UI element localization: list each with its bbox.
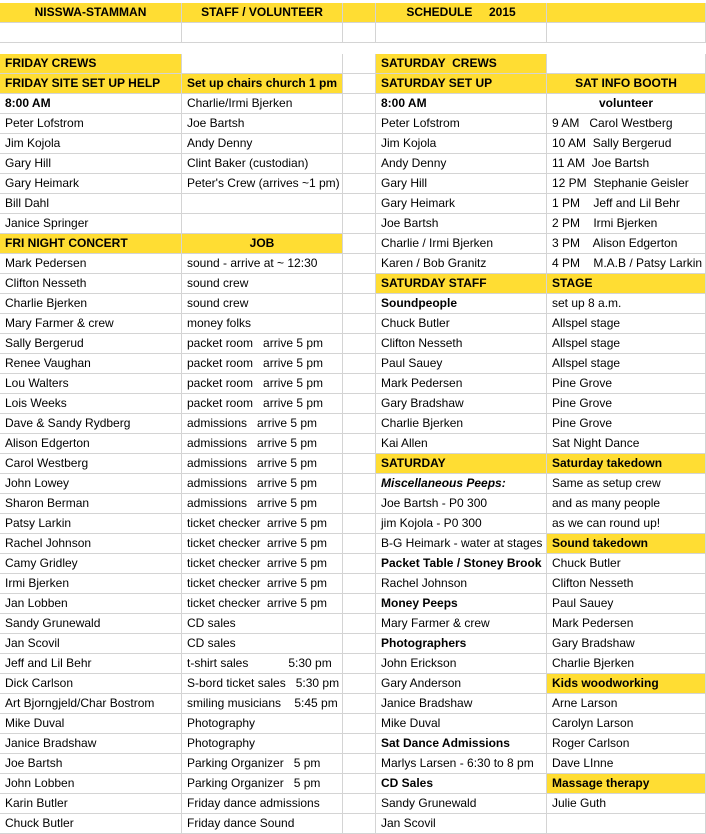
cell-friday-detail[interactable]: money folks xyxy=(182,314,343,334)
cell-friday-name[interactable]: Patsy Larkin xyxy=(0,514,182,534)
cell-saturday-detail[interactable]: Allspel stage xyxy=(547,334,706,354)
cell-saturday-detail[interactable]: Julie Guth xyxy=(547,794,706,814)
cell-spacer[interactable] xyxy=(343,634,376,654)
title-org[interactable]: NISSWA-STAMMAN xyxy=(0,3,182,23)
title-empty[interactable] xyxy=(547,3,706,23)
cell-saturday-detail[interactable]: Clifton Nesseth xyxy=(547,574,706,594)
cell-saturday-detail[interactable]: Arne Larson xyxy=(547,694,706,714)
cell-spacer[interactable] xyxy=(343,234,376,254)
cell-saturday-name[interactable] xyxy=(376,23,547,43)
cell-saturday-detail[interactable]: as we can round up! xyxy=(547,514,706,534)
cell-saturday-detail[interactable]: Gary Bradshaw xyxy=(547,634,706,654)
cell-friday-detail[interactable]: Charlie/Irmi Bjerken xyxy=(182,94,343,114)
cell-friday-detail[interactable]: sound crew xyxy=(182,274,343,294)
cell-saturday-detail[interactable]: Pine Grove xyxy=(547,414,706,434)
cell-saturday-name[interactable]: Miscellaneous Peeps: xyxy=(376,474,547,494)
cell-friday-name[interactable]: Lou Walters xyxy=(0,374,182,394)
cell-saturday-detail[interactable]: Paul Sauey xyxy=(547,594,706,614)
cell-friday-detail[interactable]: Parking Organizer 5 pm xyxy=(182,774,343,794)
cell-spacer[interactable] xyxy=(343,214,376,234)
cell-spacer[interactable] xyxy=(343,814,376,834)
cell-spacer[interactable] xyxy=(343,54,376,74)
cell-saturday-detail[interactable]: Pine Grove xyxy=(547,374,706,394)
cell-friday-detail[interactable]: sound - arrive at ~ 12:30 xyxy=(182,254,343,274)
cell-saturday-detail[interactable]: 9 AM Carol Westberg xyxy=(547,114,706,134)
cell-spacer[interactable] xyxy=(343,674,376,694)
cell-saturday-detail[interactable]: Dave LInne xyxy=(547,754,706,774)
cell-saturday-detail[interactable]: 4 PM M.A.B / Patsy Larkin xyxy=(547,254,706,274)
title-staff[interactable]: STAFF / VOLUNTEER xyxy=(182,3,343,23)
cell-spacer[interactable] xyxy=(343,23,376,43)
cell-saturday-detail[interactable]: STAGE xyxy=(547,274,706,294)
cell-saturday-name[interactable]: Jan Scovil xyxy=(376,814,547,834)
cell-saturday-name[interactable]: Jim Kojola xyxy=(376,134,547,154)
cell-friday-detail[interactable]: packet room arrive 5 pm xyxy=(182,394,343,414)
cell-friday-detail[interactable]: CD sales xyxy=(182,614,343,634)
cell-friday-detail[interactable]: admissions arrive 5 pm xyxy=(182,454,343,474)
cell-saturday-name[interactable]: Clifton Nesseth xyxy=(376,334,547,354)
cell-friday-name[interactable]: FRIDAY SITE SET UP HELP xyxy=(0,74,182,94)
cell-friday-name[interactable]: Renee Vaughan xyxy=(0,354,182,374)
cell-saturday-name[interactable]: Paul Sauey xyxy=(376,354,547,374)
cell-friday-detail[interactable]: ticket checker arrive 5 pm xyxy=(182,534,343,554)
cell-friday-name[interactable]: Janice Bradshaw xyxy=(0,734,182,754)
cell-friday-name[interactable]: Camy Gridley xyxy=(0,554,182,574)
cell-friday-name[interactable]: Lois Weeks xyxy=(0,394,182,414)
cell-spacer[interactable] xyxy=(343,534,376,554)
cell-friday-name[interactable]: Mike Duval xyxy=(0,714,182,734)
cell-spacer[interactable] xyxy=(343,734,376,754)
cell-saturday-name[interactable]: 8:00 AM xyxy=(376,94,547,114)
cell-saturday-detail[interactable]: Carolyn Larson xyxy=(547,714,706,734)
cell-friday-detail[interactable]: smiling musicians 5:45 pm xyxy=(182,694,343,714)
cell-friday-name[interactable]: Chuck Butler xyxy=(0,814,182,834)
cell-saturday-detail[interactable]: Saturday takedown xyxy=(547,454,706,474)
cell-saturday-name[interactable]: Mary Farmer & crew xyxy=(376,614,547,634)
cell-saturday-detail[interactable]: and as many people xyxy=(547,494,706,514)
cell-spacer[interactable] xyxy=(343,134,376,154)
cell-friday-name[interactable]: Jan Lobben xyxy=(0,594,182,614)
cell-friday-detail[interactable]: Clint Baker (custodian) xyxy=(182,154,343,174)
cell-saturday-name[interactable]: Charlie / Irmi Bjerken xyxy=(376,234,547,254)
cell-friday-detail[interactable]: admissions arrive 5 pm xyxy=(182,434,343,454)
cell-saturday-name[interactable]: Charlie Bjerken xyxy=(376,414,547,434)
cell-saturday-name[interactable]: Mark Pedersen xyxy=(376,374,547,394)
cell-saturday-name[interactable]: jim Kojola - P0 300 xyxy=(376,514,547,534)
cell-friday-name[interactable]: Jeff and Lil Behr xyxy=(0,654,182,674)
cell-friday-detail[interactable]: Andy Denny xyxy=(182,134,343,154)
cell-friday-detail[interactable] xyxy=(182,214,343,234)
cell-saturday-name[interactable]: John Erickson xyxy=(376,654,547,674)
cell-friday-detail[interactable]: packet room arrive 5 pm xyxy=(182,354,343,374)
cell-spacer[interactable] xyxy=(343,694,376,714)
cell-friday-detail[interactable]: Photography xyxy=(182,714,343,734)
cell-spacer[interactable] xyxy=(343,114,376,134)
title-schedule[interactable]: SCHEDULE 2015 xyxy=(376,3,547,23)
cell-saturday-name[interactable]: SATURDAY SET UP xyxy=(376,74,547,94)
cell-saturday-detail[interactable]: Pine Grove xyxy=(547,394,706,414)
cell-friday-detail[interactable]: Peter's Crew (arrives ~1 pm) xyxy=(182,174,343,194)
cell-saturday-name[interactable]: Soundpeople xyxy=(376,294,547,314)
cell-friday-detail[interactable]: Friday dance admissions xyxy=(182,794,343,814)
cell-friday-name[interactable]: Gary Heimark xyxy=(0,174,182,194)
cell-friday-name[interactable]: Janice Springer xyxy=(0,214,182,234)
cell-spacer[interactable] xyxy=(343,374,376,394)
cell-saturday-name[interactable]: Karen / Bob Granitz xyxy=(376,254,547,274)
cell-spacer[interactable] xyxy=(343,574,376,594)
cell-spacer[interactable] xyxy=(343,614,376,634)
cell-saturday-detail[interactable]: Kids woodworking xyxy=(547,674,706,694)
cell-saturday-name[interactable]: Joe Bartsh xyxy=(376,214,547,234)
cell-saturday-name[interactable]: SATURDAY STAFF xyxy=(376,274,547,294)
cell-friday-name[interactable]: Sandy Grunewald xyxy=(0,614,182,634)
cell-spacer[interactable] xyxy=(343,434,376,454)
cell-friday-detail[interactable]: ticket checker arrive 5 pm xyxy=(182,554,343,574)
cell-saturday-detail[interactable]: Allspel stage xyxy=(547,354,706,374)
cell-friday-detail[interactable]: S-bord ticket sales 5:30 pm xyxy=(182,674,343,694)
cell-friday-name[interactable]: FRIDAY CREWS xyxy=(0,54,182,74)
cell-friday-name[interactable]: 8:00 AM xyxy=(0,94,182,114)
cell-spacer[interactable] xyxy=(343,454,376,474)
cell-friday-name[interactable]: Mary Farmer & crew xyxy=(0,314,182,334)
cell-spacer[interactable] xyxy=(343,174,376,194)
cell-friday-name[interactable]: Alison Edgerton xyxy=(0,434,182,454)
cell-spacer[interactable] xyxy=(343,414,376,434)
cell-saturday-name[interactable]: Gary Hill xyxy=(376,174,547,194)
cell-saturday-name[interactable]: Mike Duval xyxy=(376,714,547,734)
cell-spacer[interactable] xyxy=(343,714,376,734)
cell-saturday-detail[interactable]: Mark Pedersen xyxy=(547,614,706,634)
cell-friday-name[interactable]: Karin Butler xyxy=(0,794,182,814)
cell-spacer[interactable] xyxy=(343,594,376,614)
cell-saturday-name[interactable]: Sat Dance Admissions xyxy=(376,734,547,754)
cell-saturday-detail[interactable]: volunteer xyxy=(547,94,706,114)
cell-friday-detail[interactable]: admissions arrive 5 pm xyxy=(182,494,343,514)
cell-saturday-detail[interactable]: 2 PM Irmi Bjerken xyxy=(547,214,706,234)
cell-saturday-name[interactable]: Chuck Butler xyxy=(376,314,547,334)
cell-friday-detail[interactable]: ticket checker arrive 5 pm xyxy=(182,594,343,614)
cell-spacer[interactable] xyxy=(343,774,376,794)
cell-saturday-name[interactable]: Kai Allen xyxy=(376,434,547,454)
cell-saturday-detail[interactable]: 3 PM Alison Edgerton xyxy=(547,234,706,254)
cell-friday-name[interactable]: John Lobben xyxy=(0,774,182,794)
cell-saturday-name[interactable]: Packet Table / Stoney Brook xyxy=(376,554,547,574)
cell-friday-detail[interactable] xyxy=(182,23,343,43)
cell-friday-detail[interactable]: Friday dance Sound xyxy=(182,814,343,834)
cell-saturday-detail[interactable]: SAT INFO BOOTH xyxy=(547,74,706,94)
cell-spacer[interactable] xyxy=(343,654,376,674)
cell-spacer[interactable] xyxy=(343,554,376,574)
cell-saturday-name[interactable]: Rachel Johnson xyxy=(376,574,547,594)
cell-spacer[interactable] xyxy=(343,474,376,494)
cell-friday-detail[interactable] xyxy=(182,194,343,214)
cell-saturday-detail[interactable]: Charlie Bjerken xyxy=(547,654,706,674)
title-gap[interactable] xyxy=(343,3,376,23)
cell-saturday-detail[interactable]: Sound takedown xyxy=(547,534,706,554)
cell-saturday-detail[interactable]: 12 PM Stephanie Geisler xyxy=(547,174,706,194)
cell-saturday-detail[interactable]: 10 AM Sally Bergerud xyxy=(547,134,706,154)
cell-friday-name[interactable]: Bill Dahl xyxy=(0,194,182,214)
cell-friday-name[interactable]: Mark Pedersen xyxy=(0,254,182,274)
cell-saturday-detail[interactable]: Roger Carlson xyxy=(547,734,706,754)
cell-friday-detail[interactable]: sound crew xyxy=(182,294,343,314)
cell-friday-name[interactable]: Carol Westberg xyxy=(0,454,182,474)
cell-saturday-name[interactable]: B-G Heimark - water at stages xyxy=(376,534,547,554)
cell-saturday-detail[interactable]: Massage therapy xyxy=(547,774,706,794)
cell-saturday-detail[interactable] xyxy=(547,814,706,834)
cell-friday-name[interactable]: Sally Bergerud xyxy=(0,334,182,354)
cell-saturday-name[interactable]: Gary Heimark xyxy=(376,194,547,214)
cell-saturday-detail[interactable]: Sat Night Dance xyxy=(547,434,706,454)
cell-saturday-detail[interactable] xyxy=(547,23,706,43)
cell-spacer[interactable] xyxy=(343,754,376,774)
cell-saturday-name[interactable]: SATURDAY CREWS xyxy=(376,54,547,74)
cell-spacer[interactable] xyxy=(343,94,376,114)
cell-friday-detail[interactable]: CD sales xyxy=(182,634,343,654)
cell-saturday-detail[interactable]: Allspel stage xyxy=(547,314,706,334)
cell-friday-name[interactable]: FRI NIGHT CONCERT xyxy=(0,234,182,254)
cell-friday-detail[interactable]: Set up chairs church 1 pm xyxy=(182,74,343,94)
cell-spacer[interactable] xyxy=(343,294,376,314)
cell-spacer[interactable] xyxy=(343,514,376,534)
cell-friday-detail[interactable]: Photography xyxy=(182,734,343,754)
cell-friday-detail[interactable]: admissions arrive 5 pm xyxy=(182,414,343,434)
cell-friday-name[interactable]: Dave & Sandy Rydberg xyxy=(0,414,182,434)
cell-friday-name[interactable]: Rachel Johnson xyxy=(0,534,182,554)
cell-saturday-name[interactable]: Money Peeps xyxy=(376,594,547,614)
cell-friday-name[interactable]: Joe Bartsh xyxy=(0,754,182,774)
cell-friday-name[interactable]: Art Bjorngjeld/Char Bostrom xyxy=(0,694,182,714)
cell-saturday-detail[interactable]: Chuck Butler xyxy=(547,554,706,574)
cell-spacer[interactable] xyxy=(343,354,376,374)
cell-saturday-name[interactable]: Gary Bradshaw xyxy=(376,394,547,414)
cell-friday-detail[interactable]: packet room arrive 5 pm xyxy=(182,334,343,354)
cell-spacer[interactable] xyxy=(343,194,376,214)
cell-friday-detail[interactable] xyxy=(182,54,343,74)
cell-spacer[interactable] xyxy=(343,274,376,294)
cell-spacer[interactable] xyxy=(343,254,376,274)
cell-friday-name[interactable]: Gary Hill xyxy=(0,154,182,174)
cell-saturday-name[interactable]: Peter Lofstrom xyxy=(376,114,547,134)
cell-friday-detail[interactable]: Joe Bartsh xyxy=(182,114,343,134)
cell-friday-detail[interactable]: Parking Organizer 5 pm xyxy=(182,754,343,774)
cell-friday-name[interactable]: Sharon Berman xyxy=(0,494,182,514)
cell-saturday-name[interactable]: Gary Anderson xyxy=(376,674,547,694)
cell-friday-name[interactable]: Irmi Bjerken xyxy=(0,574,182,594)
cell-friday-detail[interactable]: JOB xyxy=(182,234,343,254)
cell-friday-detail[interactable]: admissions arrive 5 pm xyxy=(182,474,343,494)
cell-saturday-detail[interactable]: Same as setup crew xyxy=(547,474,706,494)
cell-friday-name[interactable]: Clifton Nesseth xyxy=(0,274,182,294)
cell-saturday-detail[interactable]: 11 AM Joe Bartsh xyxy=(547,154,706,174)
cell-saturday-detail[interactable]: 1 PM Jeff and Lil Behr xyxy=(547,194,706,214)
cell-spacer[interactable] xyxy=(343,334,376,354)
cell-saturday-name[interactable]: Joe Bartsh - P0 300 xyxy=(376,494,547,514)
cell-friday-name[interactable]: John Lowey xyxy=(0,474,182,494)
cell-saturday-name[interactable]: Sandy Grunewald xyxy=(376,794,547,814)
cell-friday-detail[interactable]: packet room arrive 5 pm xyxy=(182,374,343,394)
cell-friday-name[interactable]: Jan Scovil xyxy=(0,634,182,654)
cell-spacer[interactable] xyxy=(343,154,376,174)
cell-spacer[interactable] xyxy=(343,494,376,514)
cell-friday-detail[interactable]: ticket checker arrive 5 pm xyxy=(182,514,343,534)
cell-saturday-name[interactable]: SATURDAY xyxy=(376,454,547,474)
cell-saturday-name[interactable]: CD Sales xyxy=(376,774,547,794)
cell-saturday-name[interactable]: Andy Denny xyxy=(376,154,547,174)
cell-friday-detail[interactable]: t-shirt sales 5:30 pm xyxy=(182,654,343,674)
cell-saturday-name[interactable]: Janice Bradshaw xyxy=(376,694,547,714)
cell-friday-name[interactable]: Charlie Bjerken xyxy=(0,294,182,314)
cell-spacer[interactable] xyxy=(343,394,376,414)
cell-saturday-name[interactable]: Marlys Larsen - 6:30 to 8 pm xyxy=(376,754,547,774)
cell-spacer[interactable] xyxy=(343,794,376,814)
cell-saturday-name[interactable]: Photographers xyxy=(376,634,547,654)
cell-friday-name[interactable]: Jim Kojola xyxy=(0,134,182,154)
cell-friday-detail[interactable]: ticket checker arrive 5 pm xyxy=(182,574,343,594)
cell-friday-name[interactable] xyxy=(0,23,182,43)
cell-friday-name[interactable]: Dick Carlson xyxy=(0,674,182,694)
cell-saturday-detail[interactable]: set up 8 a.m. xyxy=(547,294,706,314)
cell-spacer[interactable] xyxy=(343,74,376,94)
cell-friday-name[interactable]: Peter Lofstrom xyxy=(0,114,182,134)
cell-saturday-detail[interactable] xyxy=(547,54,706,74)
cell-spacer[interactable] xyxy=(343,314,376,334)
